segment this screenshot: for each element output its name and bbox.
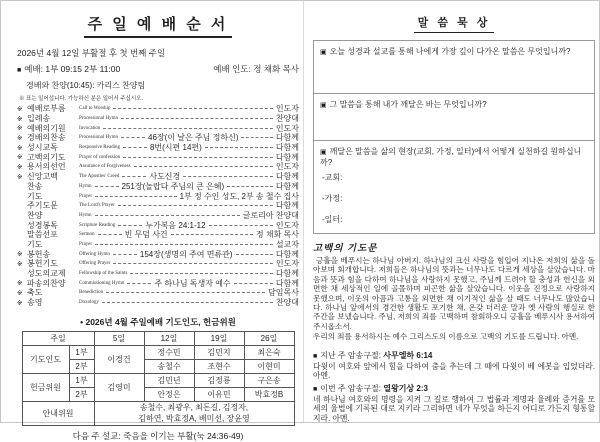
order-item-by: 인도자 xyxy=(275,220,299,230)
duty-name-cell: 김정룡 xyxy=(194,374,244,388)
meditation-column xyxy=(313,13,595,427)
meditation-question-2 xyxy=(314,94,594,141)
standing-mark: ※ xyxy=(17,154,23,162)
standing-mark: ※ xyxy=(17,289,23,297)
duty-part-cell: 1부 xyxy=(69,374,94,388)
duty-name-cell: 안정은 xyxy=(144,388,194,402)
leader-line xyxy=(183,176,273,177)
usher-names-line: 송철수, 최광우, 최돈길, 김정자, xyxy=(139,403,249,413)
verse-text: 네 하나님 여호와의 명령을 지켜 그 길로 행하여 그 법률과 계명과 율례와 증거를 모세의 율법에 기록된 대로 지키라 그리하면 네가 무엇을 하든지 어디로 가든지 형통할지라. 아멘. xyxy=(313,394,595,424)
duty-group-cell: 헌금위원 xyxy=(22,374,69,402)
service-times-text: 예배: 1부 09:15 2부 11:00 xyxy=(24,64,121,74)
memory-verses xyxy=(313,351,595,424)
order-item-title: 봉헌기도 xyxy=(27,259,58,269)
order-item-by: 인도자 xyxy=(275,123,299,133)
page-fold-divider xyxy=(303,1,304,422)
leader-line xyxy=(95,186,119,187)
order-item-subtitle-en: Invocation xyxy=(79,125,101,131)
leader-line xyxy=(130,273,272,274)
leader-line xyxy=(95,244,273,245)
leader-line xyxy=(227,186,273,187)
order-item-by: 다함께 xyxy=(275,152,299,162)
order-item-detail: 주 하나님 독생자 예수 xyxy=(154,278,231,288)
confession-title: 고백의 기도문 xyxy=(313,244,378,254)
duty-part-cell: 2부 xyxy=(69,360,94,374)
standing-mark: ※ xyxy=(17,280,23,288)
duty-row xyxy=(22,346,294,360)
order-item-by: 다함께 xyxy=(275,143,299,153)
leader-line xyxy=(121,118,273,119)
standing-mark: ※ xyxy=(17,173,23,181)
meditation-box xyxy=(313,40,595,234)
order-item-title: 예배로부름 xyxy=(27,104,66,114)
order-item-by: 다함께 xyxy=(275,269,299,279)
order-item-subtitle-en: Hymn xyxy=(79,183,92,189)
order-item-title: 입례송 xyxy=(27,114,51,124)
duty-name-cell: 송철수 xyxy=(144,360,194,374)
order-item-title: 용서의선언 xyxy=(27,162,66,172)
order-item-subtitle-en: Offering Prayer xyxy=(79,261,111,267)
order-item-by: 정 채화 목사 xyxy=(255,230,299,240)
order-item-by: 인도자 xyxy=(275,162,299,172)
usher-row xyxy=(22,402,294,426)
leader-line xyxy=(121,137,145,138)
confession-body: 긍휼을 베푸시는 하나님 아버지. 하나님의 크신 사랑을 힘입어 지나온 저희의 삶을 돌아보며 회개합니다. 저희들은 하나님의 뜻과는 너무나도 다르게 세상을 살았습니다. 마음과 뜻과 힘을 다하여 하나님을 사랑하지 못했고, 주님께 드려야 할 충성과 헌신을 외면한 채 세상적인 일에 골몰하며 피곤한 삶을 살았습니다. 이웃을 진정으로 사랑하지 못했으며, 이웃의 아픔과 고통을 외면한 채 이기적인 삶을 살 때도 너무나도 많았습니다. 하나님 앞에서의 경건한 생활도 포기한 채, 온갖 더러운 말과 옛 사람의 행실로 한 주간을 보냈습니다. 주님, 저희의 죄를 고백하며 참회하오니 긍휼을 베푸시사 용서하여 주시옵소서. xyxy=(313,256,595,331)
order-item-subtitle-en: Processional Hymn xyxy=(79,116,119,122)
order-item-title: 말씀선포 xyxy=(27,230,58,240)
duty-name-cell: 이현미 xyxy=(244,360,294,374)
verse-label-text: 이번 주 암송구절: xyxy=(320,383,381,393)
order-item-by: 다함께 xyxy=(275,278,299,288)
duty-name-cell: 김영미 xyxy=(94,374,144,402)
duty-table-title: • 2026년 4월 주일예배 기도인도, 헌금위원 xyxy=(80,317,236,328)
left-title-wrap xyxy=(17,13,299,38)
verse-label xyxy=(313,384,595,395)
verse-label xyxy=(313,351,595,362)
leader-line xyxy=(123,147,147,148)
order-item-by: 담임목사 xyxy=(268,288,299,298)
standing-mark: ※ xyxy=(17,105,23,113)
order-item-title: 성도의교제 xyxy=(27,269,66,279)
order-item-subtitle-en: Sermon xyxy=(79,232,95,238)
verse-text: 다윗이 여호와 앞에서 힘을 다하여 춤을 추는데 그 때에 다윗이 베 에봇을 입었더라. 아멘. xyxy=(313,361,595,381)
leader-line xyxy=(241,137,272,138)
order-item-by: 인도자 xyxy=(275,104,299,114)
order-row xyxy=(17,298,299,308)
duty-header-cell: 19일 xyxy=(194,332,244,346)
leader-line xyxy=(113,263,272,264)
order-item-subtitle-en: Processional Hymn xyxy=(79,135,119,141)
order-item-subtitle-en: Hymn xyxy=(79,212,92,218)
order-item-title: 찬양 xyxy=(27,210,43,220)
leader-line xyxy=(95,196,177,197)
leader-line xyxy=(118,225,142,226)
worship-order-column xyxy=(17,13,299,442)
duty-group-cell: 기도인도 xyxy=(22,346,69,374)
standing-mark: ※ xyxy=(17,163,23,171)
order-item-title: 찬송 xyxy=(27,181,43,191)
leader-line xyxy=(209,225,273,226)
order-item-title: 봉헌송 xyxy=(27,249,51,259)
order-item-by: 다함께 xyxy=(275,201,299,211)
order-item-title: 성시교독 xyxy=(27,143,58,153)
boxed-square-bullet-icon: ▣ xyxy=(320,102,327,109)
duty-name-cell: 최은숙 xyxy=(244,346,294,360)
order-item-by: 1부 정 수인 성도, 2부 송 철수 집사 xyxy=(179,191,299,201)
order-item-by: 찬양대 xyxy=(275,298,299,308)
order-item-subtitle-en: Commissioning Hymn xyxy=(79,280,125,286)
practice-field-work: -일터: xyxy=(322,215,343,224)
page-title: 주 일 예 배 순 서 xyxy=(84,13,233,38)
order-item-by: 인도자 xyxy=(275,259,299,269)
order-item-title: 경배의찬송 xyxy=(27,133,66,143)
duty-name-cell: 정수민 xyxy=(144,346,194,360)
memory-verse-this-week xyxy=(313,384,595,424)
leader-line xyxy=(95,215,240,216)
question-text xyxy=(320,100,588,111)
order-item-by: 다함께 xyxy=(275,133,299,143)
worship-order-list xyxy=(17,104,299,307)
order-item-subtitle-en: Offering Hymn xyxy=(79,251,110,257)
meditation-question-1 xyxy=(314,41,594,94)
leader-line xyxy=(103,128,272,129)
order-item-subtitle-en: Prayer xyxy=(79,241,93,247)
order-item-subtitle-en: Assurance of Forgiveness xyxy=(79,164,131,170)
order-item-subtitle-en: The Lord's Prayer xyxy=(79,203,115,209)
order-item-detail: 46장(이 날은 주님 정하신) xyxy=(148,133,239,143)
order-item-title: 송영 xyxy=(27,298,43,308)
leader-line xyxy=(113,254,137,255)
order-item-title: 축도 xyxy=(27,288,43,298)
order-item-subtitle-en: Responsive Reading xyxy=(79,145,120,151)
square-bullet-icon: ■ xyxy=(17,67,22,74)
order-item-detail: 빈 무덤 사건 xyxy=(124,230,168,240)
leader-line xyxy=(122,176,146,177)
leader-line xyxy=(205,147,273,148)
service-times-line xyxy=(17,63,299,75)
order-item-detail: 누가복음 24:1-12 xyxy=(145,220,206,230)
order-item-detail: 251장(놀랍다 주님의 큰 은혜) xyxy=(121,181,225,191)
service-times xyxy=(17,63,120,75)
standing-mark: ※ xyxy=(17,125,23,133)
duty-name-cell: 김민년 xyxy=(144,374,194,388)
leader-line xyxy=(118,205,273,206)
duty-table-body xyxy=(22,332,294,426)
practice-field-church: -교회: xyxy=(322,173,343,182)
standing-note: ※ 표는 일어섭니다. 가능하신 분은 일어서 주십시오. xyxy=(19,96,143,102)
duty-name-cell: 김민지 xyxy=(194,346,244,360)
square-bullet-icon: ■ xyxy=(313,385,318,393)
duty-row xyxy=(22,374,294,388)
service-leader: 예배 인도: 정 채화 목사 xyxy=(213,64,299,74)
order-item-detail: 사도신경 xyxy=(149,172,181,182)
leader-line xyxy=(98,234,122,235)
order-item-detail: 8번(시편 14편) xyxy=(149,143,202,153)
memory-verse-last-week xyxy=(313,351,595,381)
question-text xyxy=(320,147,588,168)
order-item-by: 다함께 xyxy=(275,172,299,182)
standing-mark: ※ xyxy=(17,260,23,268)
standing-mark: ※ xyxy=(17,251,23,259)
order-item-by: 설교자 xyxy=(275,239,299,249)
next-week-sermon: 다음 주 설교: 죽음을 이기는 부활(눅 24:36-49) xyxy=(72,431,244,442)
standing-mark: ※ xyxy=(17,299,23,307)
leader-line xyxy=(113,108,272,109)
practice-field-home: -가정: xyxy=(322,194,343,203)
duty-name-cell: 이경건 xyxy=(94,346,144,374)
verse-reference: 열왕기상 2:3 xyxy=(383,383,428,393)
order-item-by: 다함께 xyxy=(275,181,299,191)
question-text xyxy=(320,47,588,58)
order-item-title: 예배의기원 xyxy=(27,123,66,133)
praise-team-line: 경배와 찬양(10:45): 카리스 찬양팀 xyxy=(26,81,146,90)
duty-name-cell: 박효정B xyxy=(244,388,294,402)
confession-closing: 우리의 죄를 용서하시는 예수 그리스도의 이름으로 고백의 기도를 드립니다. 아멘. xyxy=(313,332,579,342)
usher-names-line: 김하연, 박효정A, 배미선, 장윤영 xyxy=(138,413,250,423)
leader-line xyxy=(134,166,273,167)
order-item-subtitle-en: Call to Worship xyxy=(79,106,111,112)
duty-header-cell: 26일 xyxy=(244,332,294,346)
order-item-subtitle-en: Benediction xyxy=(79,290,104,296)
verse-reference: 사무엘하 6:14 xyxy=(383,350,433,360)
order-item-subtitle-en: The Apostles' Creed xyxy=(79,174,120,180)
right-title-wrap xyxy=(313,13,595,33)
order-item-subtitle-en: Doxology xyxy=(79,300,99,306)
meditation-title: 말 씀 묵 상 xyxy=(414,14,495,33)
order-item-by: 찬양대 xyxy=(275,114,299,124)
order-item-title: 주기도문 xyxy=(27,201,58,211)
leader-line xyxy=(171,234,253,235)
leader-line xyxy=(236,254,273,255)
duty-part-cell: 2부 xyxy=(69,388,94,402)
duty-header-cell: 5일 xyxy=(94,332,144,346)
order-item-title: 파송의찬양 xyxy=(27,278,66,288)
verse-label-text: 지난 주 암송구절: xyxy=(320,350,381,360)
leader-line xyxy=(102,302,273,303)
duty-name-cell: 이유민 xyxy=(194,388,244,402)
meditation-question-3 xyxy=(314,141,594,233)
standing-mark: ※ xyxy=(17,134,23,142)
service-date: 2026년 4월 12일 부활절 후 첫 번째 주일 xyxy=(17,48,166,58)
question-2-text: 그 말씀을 통해 내가 깨달은 바는 무엇입니까? xyxy=(329,100,487,109)
question-3-text: 깨달은 말씀을 삶의 현장(교회, 가정, 일터)에서 어떻게 실천하길 원하십니까? xyxy=(320,147,582,167)
order-item-subtitle-en: Prayer of confession xyxy=(79,154,121,160)
duty-part-cell: 1부 xyxy=(69,346,94,360)
square-bullet-icon: ■ xyxy=(313,352,318,360)
duty-name-cell: 구은송 xyxy=(244,374,294,388)
duty-table xyxy=(22,331,295,426)
leader-line xyxy=(127,283,151,284)
order-item-title: 성경봉독 xyxy=(27,220,58,230)
standing-mark: ※ xyxy=(17,115,23,123)
duty-header-cell: 12일 xyxy=(144,332,194,346)
order-item-subtitle-en: Fellowship of the Saints xyxy=(79,271,128,277)
duty-name-cell: 조현수 xyxy=(194,360,244,374)
boxed-square-bullet-icon: ▣ xyxy=(320,49,327,56)
order-item-title: 고백의기도 xyxy=(27,152,66,162)
leader-line xyxy=(123,157,273,158)
usher-label-cell: 안내위원 xyxy=(22,402,94,426)
standing-mark: ※ xyxy=(17,144,23,152)
question-1-text: 오늘 성경과 설교를 통해 나에게 가장 깊이 다가온 말씀은 무엇입니까? xyxy=(329,47,571,56)
order-item-title: 신앙고백 xyxy=(27,172,58,182)
order-item-title: 기도 xyxy=(27,239,43,249)
usher-names-cell xyxy=(94,402,294,426)
order-item-by: 글로리아 찬양대 xyxy=(242,210,299,220)
order-item-subtitle-en: Prayer xyxy=(79,193,93,199)
leader-line xyxy=(106,292,265,293)
order-item-title: 기도 xyxy=(27,191,43,201)
boxed-square-bullet-icon: ▣ xyxy=(320,149,327,156)
duty-header-row xyxy=(22,332,294,346)
order-item-detail: 154장(생명의 주여 면류관) xyxy=(139,249,233,259)
order-item-subtitle-en: Scripture Reading xyxy=(79,222,116,228)
leader-line xyxy=(234,283,273,284)
order-item-by: 다함께 xyxy=(275,249,299,259)
duty-header-cell: 주일 xyxy=(22,332,94,346)
